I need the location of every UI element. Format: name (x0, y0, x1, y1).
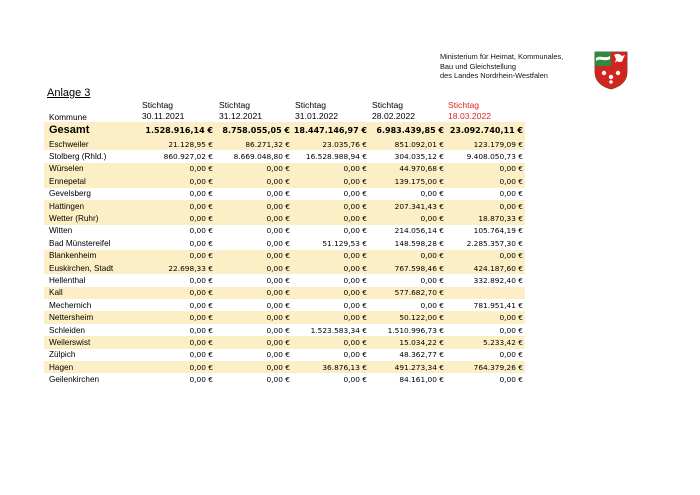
value-cell: 0,00 € (215, 311, 292, 323)
column-header-label: Stichtag (219, 100, 251, 110)
value-cell: 0,00 € (215, 212, 292, 224)
kommune-name: Zülpich (49, 350, 76, 360)
table-row (44, 163, 525, 175)
value-cell: 0,00 € (215, 262, 292, 274)
value-cell: 424.187,60 € (446, 262, 525, 274)
value-cell: 860.927,02 € (163, 152, 213, 162)
column-header-date: 18.03.2022 (448, 110, 492, 121)
kommune-name: Bad Münstereifel (49, 238, 111, 248)
kommune-name: Hellenthal (49, 275, 86, 285)
value-cell: 0,00 € (343, 226, 367, 236)
kommune-name: Gevelsberg (49, 189, 91, 199)
value-cell: 214.056,14 € (394, 226, 444, 236)
value-cell: 0,00 € (420, 189, 444, 199)
data-table (44, 122, 525, 386)
value-cell: 0,00 € (343, 275, 367, 285)
value-cell: 0,00 € (139, 163, 215, 175)
value-cell: 0,00 € (266, 350, 290, 360)
kommune-name: Witten (49, 226, 73, 236)
table-row (44, 200, 525, 212)
value-cell: 0,00 € (215, 336, 292, 348)
kommune-name: Mechernich (49, 300, 92, 310)
value-cell: 0,00 € (292, 262, 369, 274)
value-cell: 16.528.988,94 € (305, 152, 367, 162)
column-header-4 (372, 100, 415, 121)
value-cell: 304.035,12 € (394, 152, 444, 162)
table-row (44, 188, 525, 200)
value-cell: 781.951,41 € (473, 300, 523, 310)
column-header-label: Stichtag (372, 100, 404, 110)
table-body (44, 122, 525, 386)
kommune-name: Stolberg (Rhld.) (49, 152, 107, 162)
value-cell: 0,00 € (446, 200, 525, 212)
table-row (44, 250, 525, 262)
column-header-label: Stichtag (448, 100, 480, 110)
column-header-label: Stichtag (142, 100, 174, 110)
value-cell: 0,00 € (266, 189, 290, 199)
table-row (44, 175, 525, 187)
value-cell: 0,00 € (139, 336, 215, 348)
ministry-line-2: Bau und Gleichstellung (440, 61, 517, 71)
kommune-name: Weilerswist (44, 336, 139, 348)
kommune-name: Gesamt (44, 122, 139, 138)
value-cell: 0,00 € (215, 287, 292, 299)
value-cell: 50.122,00 € (369, 311, 446, 323)
kommune-name: Hattingen (44, 200, 139, 212)
value-cell: 123.179,09 € (446, 138, 525, 150)
value-cell: 0,00 € (189, 275, 213, 285)
value-cell: 0,00 € (189, 238, 213, 248)
table-row (44, 324, 525, 336)
value-cell: 0,00 € (139, 311, 215, 323)
value-cell: 0,00 € (369, 212, 446, 224)
value-cell: 105.764,19 € (473, 226, 523, 236)
column-header-date: 31.12.2021 (219, 110, 263, 121)
total-row (44, 122, 525, 138)
kommune-name: Ennepetal (44, 175, 139, 187)
value-cell: 491.273,34 € (369, 361, 446, 373)
value-cell: 0,00 € (499, 375, 523, 385)
table-row (44, 150, 525, 162)
value-cell: 0,00 € (139, 361, 215, 373)
ministry-line-3: des Landes Nordrhein-Westfalen (440, 71, 548, 81)
value-cell: 0,00 € (369, 250, 446, 262)
value-cell: 851.092,01 € (369, 138, 446, 150)
value-cell: 0,00 € (292, 212, 369, 224)
table-row (44, 361, 525, 373)
value-cell: 0,00 € (139, 250, 215, 262)
value-cell: 0,00 € (189, 226, 213, 236)
value-cell: 0,00 € (215, 200, 292, 212)
value-cell: 0,00 € (266, 226, 290, 236)
value-cell: 5.233,42 € (446, 336, 525, 348)
value-cell: 332.892,40 € (473, 275, 523, 285)
value-cell: 23.035,76 € (292, 138, 369, 150)
value-cell: 0,00 € (499, 350, 523, 360)
value-cell: 0,00 € (499, 325, 523, 335)
column-header-1 (142, 100, 184, 121)
value-cell: 22.698,33 € (139, 262, 215, 274)
value-cell: 84.161,00 € (399, 375, 444, 385)
value-cell: 577.682,70 € (369, 287, 446, 299)
value-cell: 0,00 € (343, 300, 367, 310)
value-cell: 0,00 € (189, 375, 213, 385)
table-row (44, 373, 525, 385)
value-cell: 0,00 € (343, 189, 367, 199)
ministry-name (440, 52, 590, 81)
value-cell: 0,00 € (420, 300, 444, 310)
kommune-name: Eschweiler (44, 138, 139, 150)
value-cell: 0,00 € (292, 336, 369, 348)
value-cell: 0,00 € (292, 287, 369, 299)
column-header-date: 30.11.2021 (142, 110, 185, 121)
kommune-name: Euskirchen, Stadt (44, 262, 139, 274)
value-cell: 139.175,00 € (369, 175, 446, 187)
value-cell: 6.983.439,85 € (369, 122, 446, 138)
column-header-2 (219, 100, 262, 121)
value-cell: 0,00 € (446, 311, 525, 323)
value-cell: 0,00 € (215, 163, 292, 175)
value-cell: 86.271,32 € (215, 138, 292, 150)
value-cell: 0,00 € (139, 287, 215, 299)
kommune-name: Schleiden (49, 325, 85, 335)
value-cell: 21.128,95 € (139, 138, 215, 150)
value-cell: 767.598,46 € (369, 262, 446, 274)
value-cell: 0,00 € (420, 275, 444, 285)
value-cell: 148.598,28 € (394, 238, 444, 248)
value-cell: 0,00 € (343, 350, 367, 360)
kommune-name: Blankenheim (44, 250, 139, 262)
value-cell: 0,00 € (266, 300, 290, 310)
value-cell: 0,00 € (343, 375, 367, 385)
value-cell: 2.285.357,30 € (466, 238, 523, 248)
value-cell: 23.092.740,11 € (446, 122, 525, 138)
value-cell: 8.758.055,05 € (215, 122, 292, 138)
value-cell: 0,00 € (189, 325, 213, 335)
value-cell: 44.970,68 € (369, 163, 446, 175)
value-cell: 0,00 € (139, 175, 215, 187)
value-cell: 1.510.996,73 € (387, 325, 444, 335)
table-row (44, 262, 525, 274)
value-cell: 0,00 € (139, 200, 215, 212)
value-cell: 0,00 € (189, 189, 213, 199)
value-cell: 0,00 € (446, 163, 525, 175)
value-cell: 0,00 € (292, 175, 369, 187)
value-cell: 0,00 € (215, 250, 292, 262)
table-row (44, 212, 525, 224)
table-row (44, 311, 525, 323)
value-cell: 207.341,43 € (369, 200, 446, 212)
value-cell: 18.447.146,97 € (292, 122, 369, 138)
value-cell: 8.669.048,80 € (233, 152, 290, 162)
value-cell: 0,00 € (189, 300, 213, 310)
table-row (44, 138, 525, 150)
ministry-line-1: Ministerium für Heimat, Kommunales, (440, 52, 564, 61)
value-cell: 15.034,22 € (369, 336, 446, 348)
value-cell: 0,00 € (189, 350, 213, 360)
value-cell: 18.870,33 € (446, 212, 525, 224)
column-header-label: Stichtag (295, 100, 327, 110)
kommune-name: Würselen (44, 163, 139, 175)
column-header-date: 28.02.2022 (372, 110, 416, 121)
value-cell (446, 287, 525, 299)
column-header-date: 31.01.2022 (295, 110, 339, 121)
table-row (44, 299, 525, 311)
kommune-name: Wetter (Ruhr) (44, 212, 139, 224)
table-row (44, 225, 525, 237)
value-cell: 0,00 € (266, 275, 290, 285)
table-row (44, 274, 525, 286)
value-cell: 0,00 € (266, 238, 290, 248)
value-cell: 0,00 € (215, 361, 292, 373)
value-cell: 9.408.050,73 € (466, 152, 523, 162)
value-cell: 0,00 € (292, 311, 369, 323)
value-cell: 36.876,13 € (292, 361, 369, 373)
column-header-kommune: Kommune (49, 112, 87, 122)
table-row (44, 287, 525, 299)
value-cell: 51.129,53 € (322, 238, 367, 248)
value-cell: 1.523.583,34 € (310, 325, 367, 335)
value-cell: 764.379,26 € (446, 361, 525, 373)
value-cell: 0,00 € (446, 250, 525, 262)
value-cell: 0,00 € (292, 200, 369, 212)
value-cell: 1.528.916,14 € (139, 122, 215, 138)
value-cell: 0,00 € (215, 175, 292, 187)
kommune-name: Geilenkirchen (49, 375, 100, 385)
kommune-name: Kall (44, 287, 139, 299)
nrw-coat-of-arms-icon (592, 50, 630, 90)
value-cell: 0,00 € (499, 189, 523, 199)
table-row (44, 349, 525, 361)
value-cell: 0,00 € (292, 250, 369, 262)
value-cell: 0,00 € (139, 212, 215, 224)
document-title: Anlage 3 (47, 87, 91, 99)
value-cell: 0,00 € (266, 325, 290, 335)
value-cell: 0,00 € (266, 375, 290, 385)
value-cell: 48.362,77 € (399, 350, 444, 360)
value-cell: 0,00 € (292, 163, 369, 175)
table-row (44, 237, 525, 249)
kommune-name: Nettersheim (44, 311, 139, 323)
value-cell: 0,00 € (446, 175, 525, 187)
kommune-name: Hagen (44, 361, 139, 373)
column-header-5 (448, 100, 491, 121)
column-header-3 (295, 100, 338, 121)
table-row (44, 336, 525, 348)
